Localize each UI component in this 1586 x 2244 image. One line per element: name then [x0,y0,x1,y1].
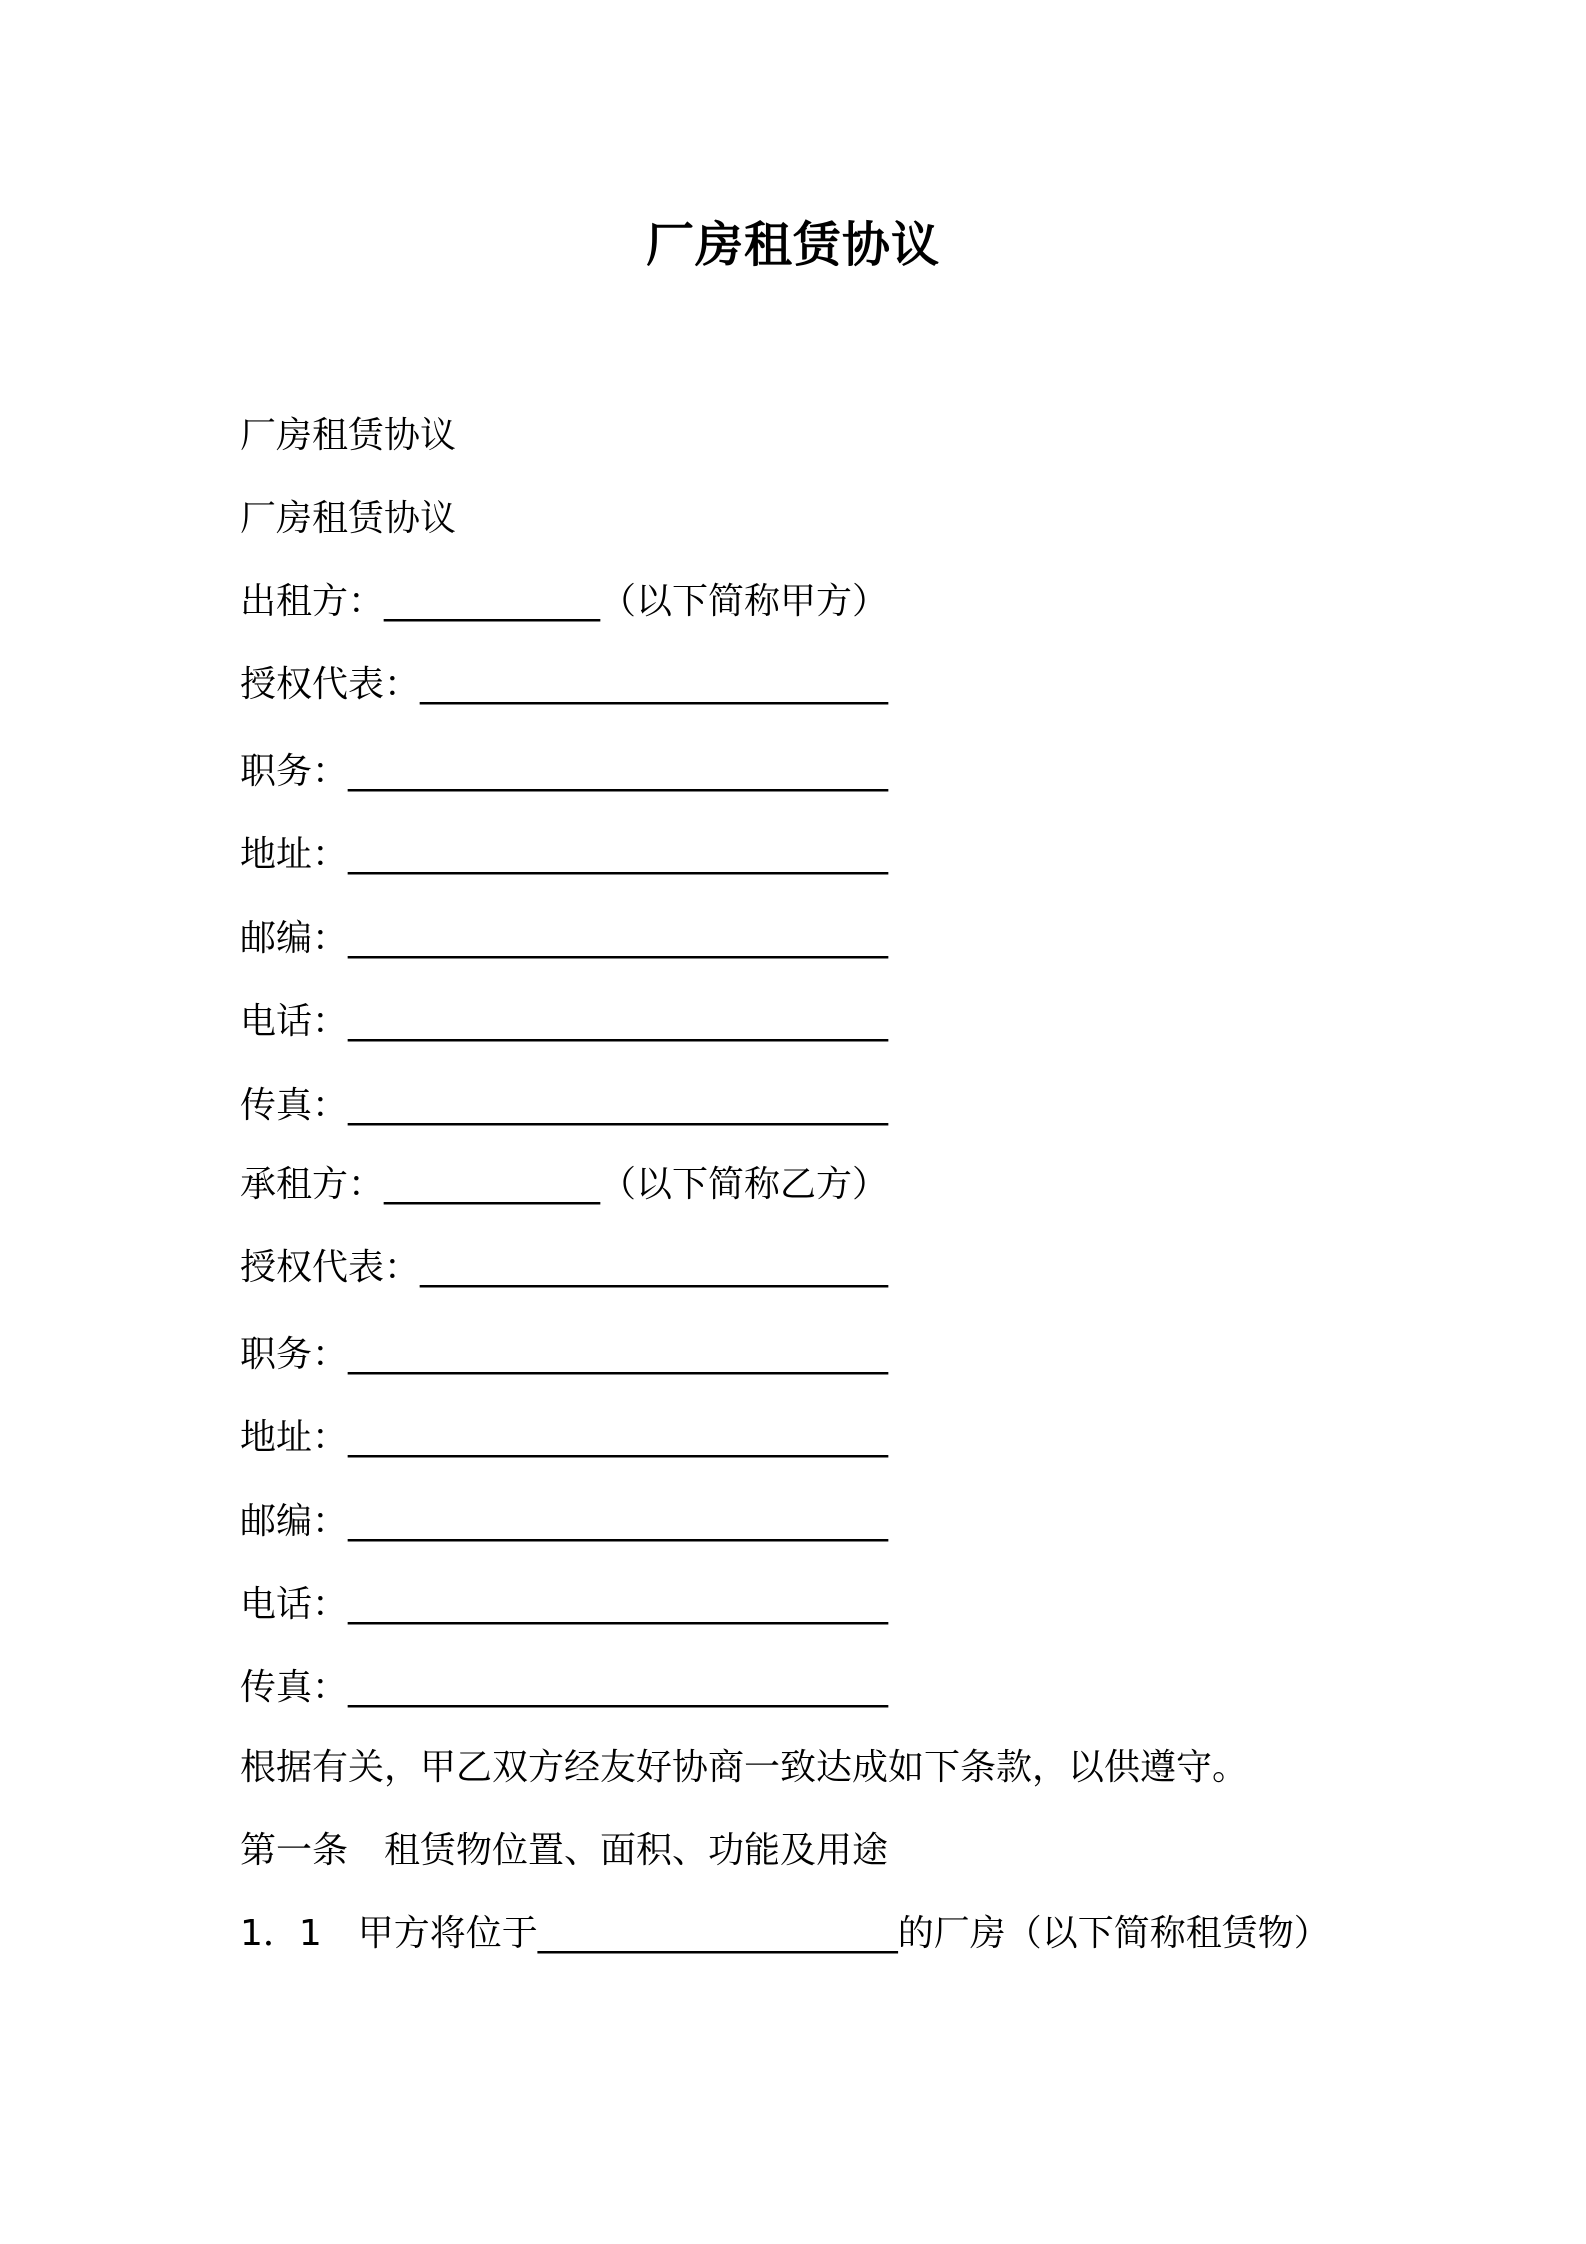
lessee-address-field: 地址：______________________________ [240,1417,889,1458]
document-title: 厂房租赁协议 [645,217,940,273]
lessee-fax-field: 传真：______________________________ [240,1667,889,1708]
lessor-field: 出租方：____________（以下简称甲方） [240,581,889,622]
article-heading: 第一条 租赁物位置、面积、功能及用途 [240,1830,889,1871]
doc-line-heading: 厂房租赁协议 [240,498,457,539]
agreement-preamble: 根据有关，甲乙双方经友好协商一致达成如下条款，以供遵守。 [240,1747,1249,1788]
lessee-postcode-field: 邮编：______________________________ [240,1501,889,1542]
clause-text: 1．1 甲方将位于____________________的厂房（以下简称租赁物） [240,1913,1330,1954]
lessee-field: 承租方：____________（以下简称乙方） [240,1164,889,1205]
lessor-fax-field: 传真：______________________________ [240,1085,889,1126]
lessee-phone-field: 电话：______________________________ [240,1584,889,1625]
lessor-phone-field: 电话：______________________________ [240,1001,889,1042]
lessee-representative-field: 授权代表：__________________________ [240,1247,889,1288]
lessor-representative-field: 授权代表：__________________________ [240,664,889,705]
lessee-position-field: 职务：______________________________ [240,1334,889,1375]
lessor-postcode-field: 邮编：______________________________ [240,918,889,959]
lessor-position-field: 职务：______________________________ [240,751,889,792]
lessor-address-field: 地址：______________________________ [240,834,889,875]
doc-line-heading: 厂房租赁协议 [240,415,457,456]
